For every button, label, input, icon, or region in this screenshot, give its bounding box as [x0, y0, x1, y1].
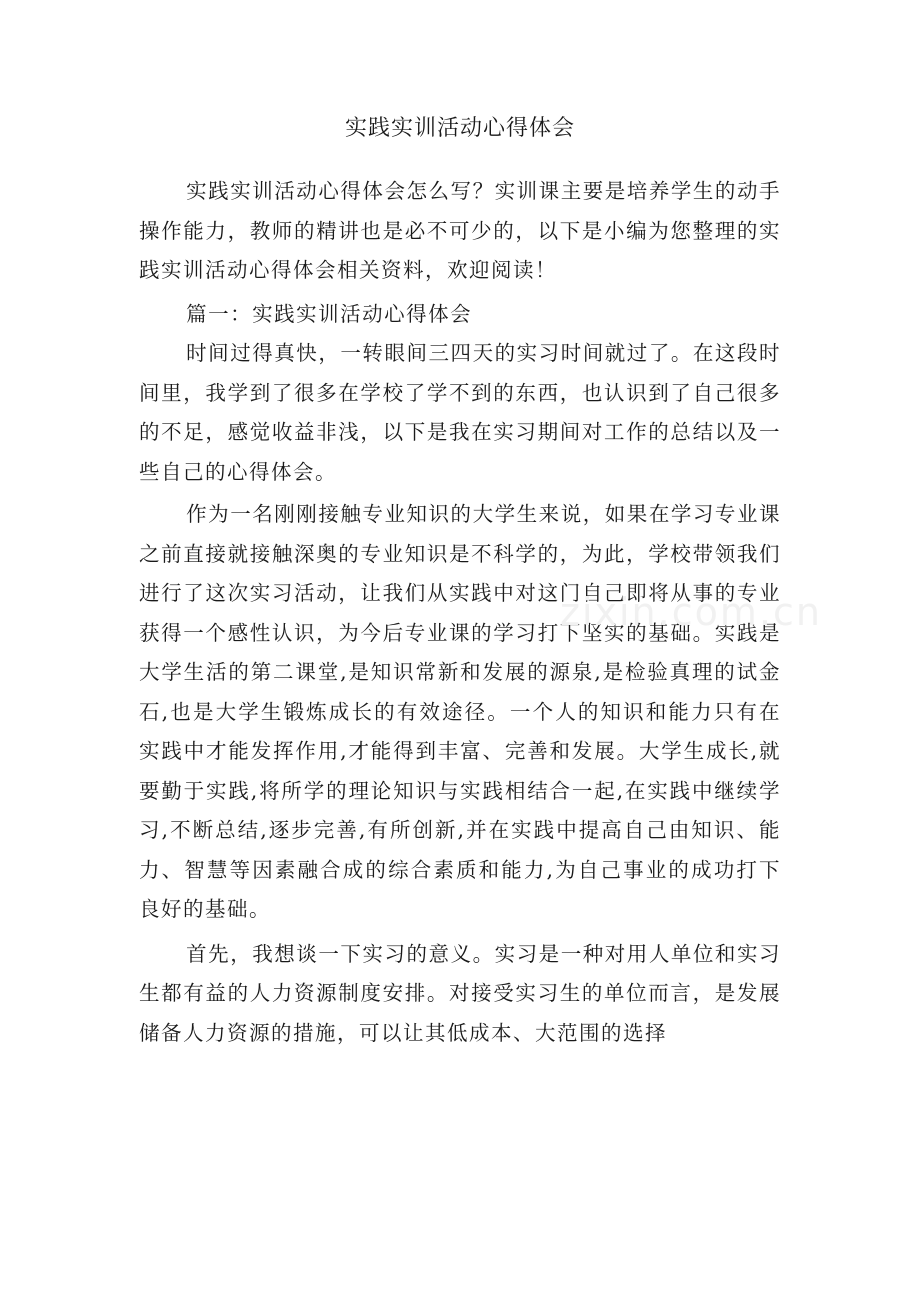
document-title: 实践实训活动心得体会 — [344, 116, 575, 141]
intro-paragraph: 实践实训活动心得体会怎么写？实训课主要是培养学生的动手操作能力，教师的精讲也是必不可少的，以下是小编为您整理的实践实训活动心得体会相关资料，欢迎阅读！ — [139, 179, 781, 282]
body-paragraph: 首先，我想谈一下实习的意义。实习是一种对用人单位和实习生都有益的人力资源制度安排。对接受实习生的单位而言，是发展储备人力资源的措施，可以让其低成本、大范围的选择 — [139, 941, 781, 1045]
section-heading: 篇一：实践实训活动心得体会 — [186, 301, 473, 326]
document-body — [139, 172, 781, 1053]
body-paragraph: 时间过得真快，一转眼间三四天的实习时间就过了。在这段时间里，我学到了很多在学校了学不到的东西，也认识到了自己很多的不足，感觉收益非浅，以下是我在实习期间对工作的总结以及一些自己的心得体会。 — [139, 341, 781, 484]
body-paragraph: 作为一名刚刚接触专业知识的大学生来说，如果在学习专业课之前直接就接触深奥的专业知识是不科学的，为此，学校带领我们进行了这次实习活动，让我们从实践中对这门自己即将从事的专业获得一个感性认识，为今后专业课的学习打下坚实的基础。实践是大学生活的第二课堂,是知识常新和发展的源泉,是检验真理的试金石,也是大学生锻炼成长的有效途径。一个人的知识和能力只有在实践中才能发挥作用,才能得到丰富、完善和发展。大学生成长,就要勤于实践,将所学的理论知识与实践相结合一起,在实践中继续学习,不断总结,逐步完善,有所创新,并在实践中提高自己由知识、能力、智慧等因素融合成的综合素质和能力,为自己事业的成功打下良好的基础。 — [139, 502, 781, 921]
watermark: zixin.com.cn — [560, 590, 822, 634]
